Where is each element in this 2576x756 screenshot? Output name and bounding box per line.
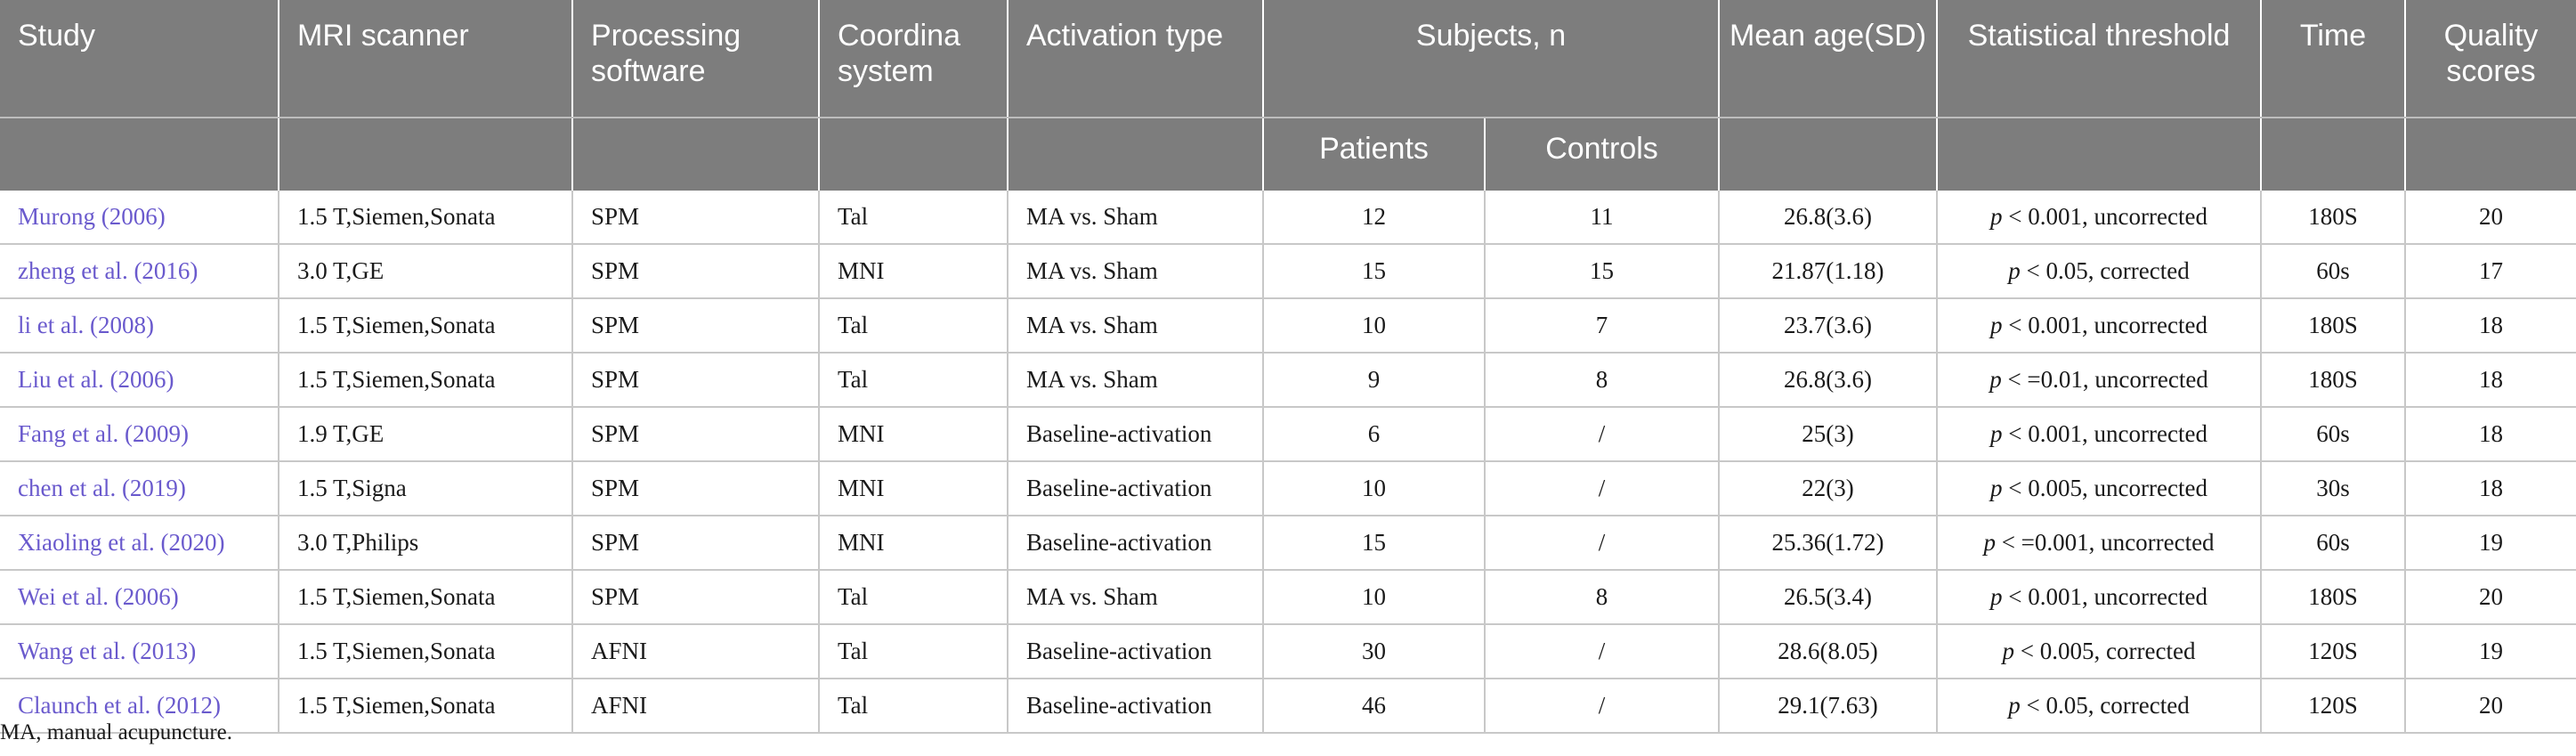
subheader-empty <box>0 118 279 191</box>
cell-mean-age: 26.8(3.6) <box>1719 191 1937 244</box>
cell-coordinate-system: MNI <box>819 407 1008 461</box>
cell-patients: 10 <box>1263 298 1485 353</box>
threshold-text: < =0.001, uncorrected <box>1995 529 2215 556</box>
cell-time: 180S <box>2261 191 2405 244</box>
cell-mri-scanner: 3.0 T,GE <box>279 244 572 298</box>
cell-patients: 15 <box>1263 516 1485 570</box>
cell-controls: 15 <box>1485 244 1719 298</box>
header-processing-software: Processing software <box>572 0 819 118</box>
cell-quality-score: 19 <box>2405 516 2576 570</box>
cell-mean-age: 25.36(1.72) <box>1719 516 1937 570</box>
cell-mean-age: 22(3) <box>1719 461 1937 516</box>
subheader-empty <box>819 118 1008 191</box>
study-link[interactable]: chen et al. (2019) <box>0 461 279 516</box>
cell-controls: / <box>1485 407 1719 461</box>
table-row <box>0 679 2576 733</box>
table-row <box>0 624 2576 679</box>
table-row <box>0 298 2576 353</box>
cell-activation-type: MA vs. Sham <box>1008 353 1263 407</box>
cell-coordinate-system: Tal <box>819 191 1008 244</box>
cell-mean-age: 23.7(3.6) <box>1719 298 1937 353</box>
cell-processing-software: SPM <box>572 407 819 461</box>
cell-mri-scanner: 1.5 T,Siemen,Sonata <box>279 191 572 244</box>
cell-patients: 15 <box>1263 244 1485 298</box>
table-header <box>0 0 2576 191</box>
subheader-empty <box>2405 118 2576 191</box>
study-link[interactable]: Murong (2006) <box>0 191 279 244</box>
cell-controls: / <box>1485 516 1719 570</box>
table-row <box>0 407 2576 461</box>
threshold-text: < 0.001, uncorrected <box>2002 583 2207 610</box>
p-symbol: p <box>1990 475 2003 501</box>
cell-quality-score: 18 <box>2405 407 2576 461</box>
header-activation-type: Activation type <box>1008 0 1263 118</box>
header-time: Time <box>2261 0 2405 118</box>
header-mean-age: Mean age(SD) <box>1719 0 1937 118</box>
header-quality-scores: Quality scores <box>2405 0 2576 118</box>
cell-processing-software: SPM <box>572 191 819 244</box>
header-mri-scanner: MRI scanner <box>279 0 572 118</box>
cell-statistical-threshold <box>1937 191 2261 244</box>
cell-statistical-threshold <box>1937 353 2261 407</box>
cell-processing-software: SPM <box>572 516 819 570</box>
cell-patients: 30 <box>1263 624 1485 679</box>
cell-quality-score: 18 <box>2405 298 2576 353</box>
study-link[interactable]: Fang et al. (2009) <box>0 407 279 461</box>
threshold-text: < 0.005, corrected <box>2014 638 2196 664</box>
cell-controls: 8 <box>1485 570 1719 624</box>
header-patients: Patients <box>1263 118 1485 191</box>
threshold-text: < 0.005, uncorrected <box>2002 475 2207 501</box>
subheader-empty <box>1719 118 1937 191</box>
cell-quality-score: 18 <box>2405 353 2576 407</box>
cell-activation-type: MA vs. Sham <box>1008 570 1263 624</box>
cell-mean-age: 21.87(1.18) <box>1719 244 1937 298</box>
study-link[interactable]: Liu et al. (2006) <box>0 353 279 407</box>
cell-statistical-threshold <box>1937 298 2261 353</box>
cell-time: 180S <box>2261 353 2405 407</box>
cell-statistical-threshold <box>1937 570 2261 624</box>
cell-patients: 12 <box>1263 191 1485 244</box>
cell-mean-age: 25(3) <box>1719 407 1937 461</box>
cell-mean-age: 26.5(3.4) <box>1719 570 1937 624</box>
cell-mri-scanner: 3.0 T,Philips <box>279 516 572 570</box>
cell-coordinate-system: Tal <box>819 298 1008 353</box>
cell-patients: 46 <box>1263 679 1485 733</box>
cell-controls: / <box>1485 624 1719 679</box>
cell-quality-score: 20 <box>2405 191 2576 244</box>
cell-coordinate-system: MNI <box>819 461 1008 516</box>
study-link[interactable]: Wang et al. (2013) <box>0 624 279 679</box>
cell-quality-score: 20 <box>2405 679 2576 733</box>
cell-controls: 11 <box>1485 191 1719 244</box>
table-footnote: MA, manual acupuncture. <box>0 720 233 744</box>
p-symbol: p <box>1990 312 2003 338</box>
table-row <box>0 516 2576 570</box>
threshold-text: < 0.05, corrected <box>2020 257 2190 284</box>
p-symbol: p <box>2008 257 2021 284</box>
cell-coordinate-system: Tal <box>819 570 1008 624</box>
cell-mri-scanner: 1.9 T,GE <box>279 407 572 461</box>
header-coordinate-system: Coordina system <box>819 0 1008 118</box>
cell-processing-software: SPM <box>572 570 819 624</box>
subheader-empty <box>1008 118 1263 191</box>
cell-patients: 10 <box>1263 461 1485 516</box>
cell-patients: 6 <box>1263 407 1485 461</box>
cell-mri-scanner: 1.5 T,Siemen,Sonata <box>279 353 572 407</box>
study-link[interactable]: li et al. (2008) <box>0 298 279 353</box>
table-row <box>0 570 2576 624</box>
cell-coordinate-system: Tal <box>819 353 1008 407</box>
p-symbol: p <box>1990 420 2003 447</box>
cell-time: 180S <box>2261 298 2405 353</box>
subheader-empty <box>1937 118 2261 191</box>
cell-time: 30s <box>2261 461 2405 516</box>
cell-statistical-threshold <box>1937 461 2261 516</box>
threshold-text: < =0.01, uncorrected <box>2001 366 2208 393</box>
cell-mri-scanner: 1.5 T,Signa <box>279 461 572 516</box>
cell-processing-software: AFNI <box>572 679 819 733</box>
subheader-empty <box>279 118 572 191</box>
cell-activation-type: MA vs. Sham <box>1008 191 1263 244</box>
threshold-text: < 0.05, corrected <box>2020 692 2190 719</box>
table-row <box>0 353 2576 407</box>
cell-coordinate-system: Tal <box>819 624 1008 679</box>
cell-quality-score: 19 <box>2405 624 2576 679</box>
cell-coordinate-system: MNI <box>819 244 1008 298</box>
subheader-empty <box>572 118 819 191</box>
p-symbol: p <box>1989 366 2002 393</box>
cell-activation-type: Baseline-activation <box>1008 461 1263 516</box>
study-link[interactable]: Xiaoling et al. (2020) <box>0 516 279 570</box>
cell-mean-age: 28.6(8.05) <box>1719 624 1937 679</box>
header-statistical-threshold: Statistical threshold <box>1937 0 2261 118</box>
cell-controls: 8 <box>1485 353 1719 407</box>
header-study: Study <box>0 0 279 118</box>
cell-processing-software: SPM <box>572 298 819 353</box>
table-body <box>0 191 2576 733</box>
cell-mri-scanner: 1.5 T,Siemen,Sonata <box>279 298 572 353</box>
table-row <box>0 244 2576 298</box>
cell-statistical-threshold <box>1937 516 2261 570</box>
cell-mri-scanner: 1.5 T,Siemen,Sonata <box>279 679 572 733</box>
cell-statistical-threshold <box>1937 679 2261 733</box>
header-subjects: Subjects, n <box>1263 0 1719 118</box>
cell-time: 180S <box>2261 570 2405 624</box>
cell-time: 120S <box>2261 624 2405 679</box>
threshold-text: < 0.001, uncorrected <box>2002 312 2207 338</box>
header-controls: Controls <box>1485 118 1719 191</box>
cell-coordinate-system: Tal <box>819 679 1008 733</box>
cell-coordinate-system: MNI <box>819 516 1008 570</box>
cell-activation-type: Baseline-activation <box>1008 407 1263 461</box>
table-row <box>0 461 2576 516</box>
cell-processing-software: SPM <box>572 461 819 516</box>
cell-activation-type: MA vs. Sham <box>1008 298 1263 353</box>
cell-statistical-threshold <box>1937 407 2261 461</box>
cell-activation-type: Baseline-activation <box>1008 516 1263 570</box>
p-symbol: p <box>1990 583 2003 610</box>
cell-mean-age: 29.1(7.63) <box>1719 679 1937 733</box>
cell-patients: 9 <box>1263 353 1485 407</box>
cell-quality-score: 17 <box>2405 244 2576 298</box>
cell-processing-software: SPM <box>572 353 819 407</box>
cell-quality-score: 20 <box>2405 570 2576 624</box>
subheader-empty <box>2261 118 2405 191</box>
study-link[interactable]: Claunch et al. (2012) <box>0 679 279 733</box>
threshold-text: < 0.001, uncorrected <box>2002 203 2207 230</box>
p-symbol: p <box>1983 529 1996 556</box>
cell-statistical-threshold <box>1937 244 2261 298</box>
cell-controls: 7 <box>1485 298 1719 353</box>
cell-controls: / <box>1485 461 1719 516</box>
cell-quality-score: 18 <box>2405 461 2576 516</box>
cell-time: 60s <box>2261 516 2405 570</box>
cell-patients: 10 <box>1263 570 1485 624</box>
cell-activation-type: MA vs. Sham <box>1008 244 1263 298</box>
cell-processing-software: AFNI <box>572 624 819 679</box>
cell-processing-software: SPM <box>572 244 819 298</box>
study-link[interactable]: zheng et al. (2016) <box>0 244 279 298</box>
cell-time: 60s <box>2261 407 2405 461</box>
cell-controls: / <box>1485 679 1719 733</box>
p-symbol: p <box>2002 638 2015 664</box>
p-symbol: p <box>1990 203 2003 230</box>
cell-mri-scanner: 1.5 T,Siemen,Sonata <box>279 624 572 679</box>
cell-mean-age: 26.8(3.6) <box>1719 353 1937 407</box>
table-row <box>0 191 2576 244</box>
cell-activation-type: Baseline-activation <box>1008 624 1263 679</box>
cell-time: 120S <box>2261 679 2405 733</box>
study-link[interactable]: Wei et al. (2006) <box>0 570 279 624</box>
cell-time: 60s <box>2261 244 2405 298</box>
cell-activation-type: Baseline-activation <box>1008 679 1263 733</box>
threshold-text: < 0.001, uncorrected <box>2002 420 2207 447</box>
cell-statistical-threshold <box>1937 624 2261 679</box>
cell-mri-scanner: 1.5 T,Siemen,Sonata <box>279 570 572 624</box>
p-symbol: p <box>2008 692 2021 719</box>
